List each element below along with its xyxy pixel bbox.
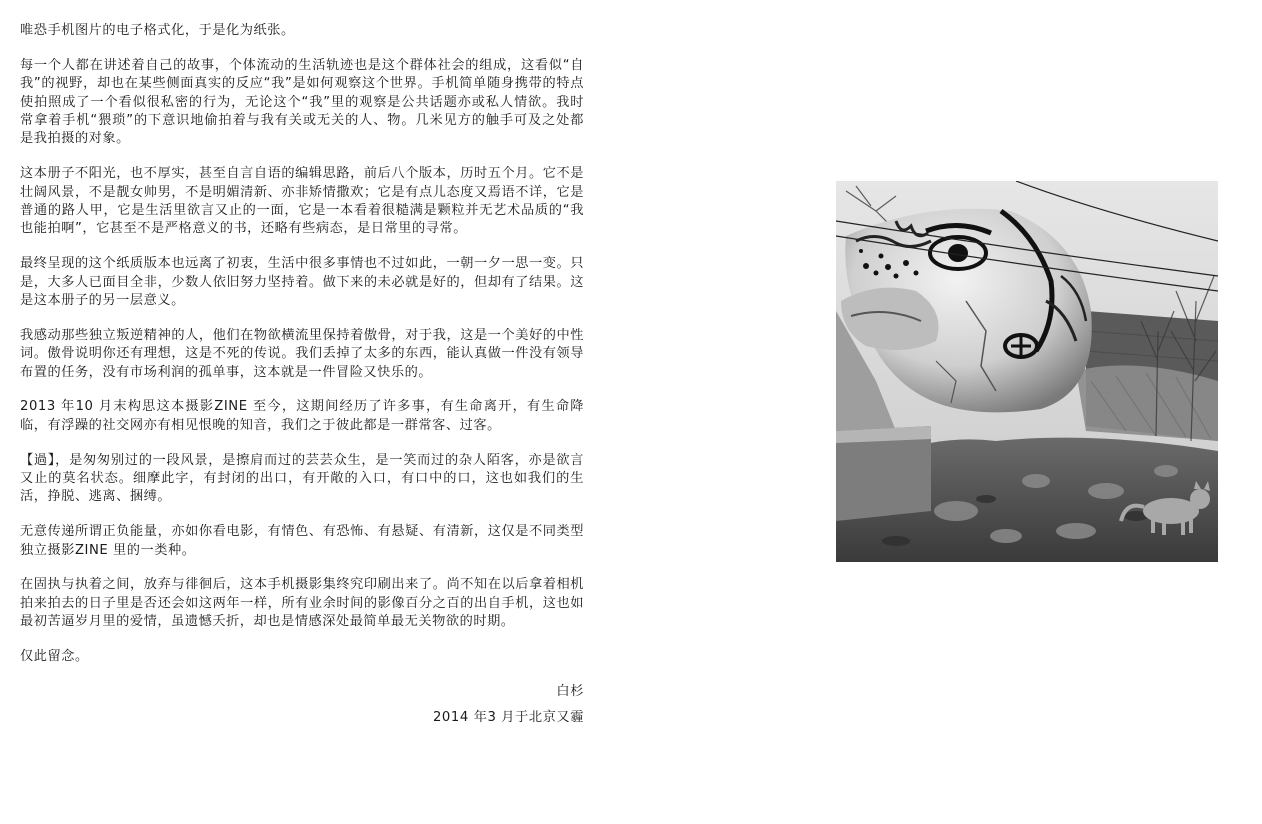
paragraph-9: 在固执与执着之间，放弃与徘徊后，这本手机摄影集终究印刷出来了。尚不知在以后拿着相机拍来拍去的日子里是否还会如这两年一样，所有业余时间的影像百分之百的出自手机，这也如最初苦逼岁月里的爱情，虽遗憾夭折，却也是情感深处最简单最无关物欲的时期。: [20, 577, 584, 630]
paragraph-10: 仅此留念。: [20, 649, 89, 665]
paragraph-2: 每一个人都在讲述着自己的故事，个体流动的生活轨迹也是这个群体社会的组成，这看似“自我”的视野，却也在某些侧面真实的反应“我”是如何观察这个世界。手机简单随身携带的特点使拍照成了一个看似很私密的行为，无论这个“我”里的观察是公共话题亦或私人情欲。我时常拿着手机“猥琐”的下意识地偷拍着与我有关或无关的人、物。几米见方的触手可及之处都是我拍摄的对象。: [20, 57, 584, 147]
paragraph-1: 唯恐手机图片的电子格式化，于是化为纸张。: [20, 23, 295, 38]
paragraph-8: 无意传递所谓正负能量，亦如你看电影，有情色、有恐怖、有悬疑、有清新，这仅是不同类型独立摄影ZINE 里的一类种。: [20, 524, 584, 558]
photo-graffiti-head: [836, 181, 1218, 562]
paragraph-4: 最终呈现的这个纸质版本也远离了初衷，生活中很多事情也不过如此，一朝一夕一思一变。只是，大多人已面目全非，少数人依旧努力坚持着。做下来的未必就是好的，但却有了结果。这是这本册子的另一层意义。: [20, 256, 584, 309]
essay-page: [20, 22, 584, 812]
date-line: 2014 年3 月于北京又霾: [432, 710, 584, 726]
photo-illustration: [836, 181, 1218, 562]
paragraph-7: 【過】，是匆匆别过的一段风景，是擦肩而过的芸芸众生，是一笑而过的杂人陌客，亦是欲言又止的莫名状态。细摩此字，有封闭的出口，有开敞的入口，有口中的口，这也如我们的生活，挣脱、逃离、捆缚。: [20, 452, 584, 505]
paragraph-6: 2013 年10 月末构思这本摄影ZINE 至今，这期间经历了许多事，有生命离开，有生命降临，有浮躁的社交网亦有相见恨晚的知音，我们之于彼此都是一群常客、过客。: [20, 399, 584, 433]
author-signature: 白杉: [556, 683, 584, 699]
paragraph-5: 我感动那些独立叛逆精神的人，他们在物欲横流里保持着傲骨，对于我，这是一个美好的中性词。傲骨说明你还有理想，这是不死的传说。我们丢掉了太多的东西，能认真做一件没有领导布置的任务，没有市场利润的孤单事，这本就是一件冒险又快乐的。: [20, 327, 584, 380]
paragraph-3: 这本册子不阳光，也不厚实，甚至自言自语的编辑思路，前后八个版本，历时五个月。它不是壮阔风景，不是靓女帅男，不是明媚清新、亦非矫情撒欢；它是有点儿态度又焉语不详，它是普通的路人甲，它是生活里欲言又止的一面，它是一本看着很糙满是颗粒并无艺术品质的“我也能拍啊”，它甚至不是严格意义的书，还略有些病态，是日常里的寻常。: [20, 166, 584, 237]
